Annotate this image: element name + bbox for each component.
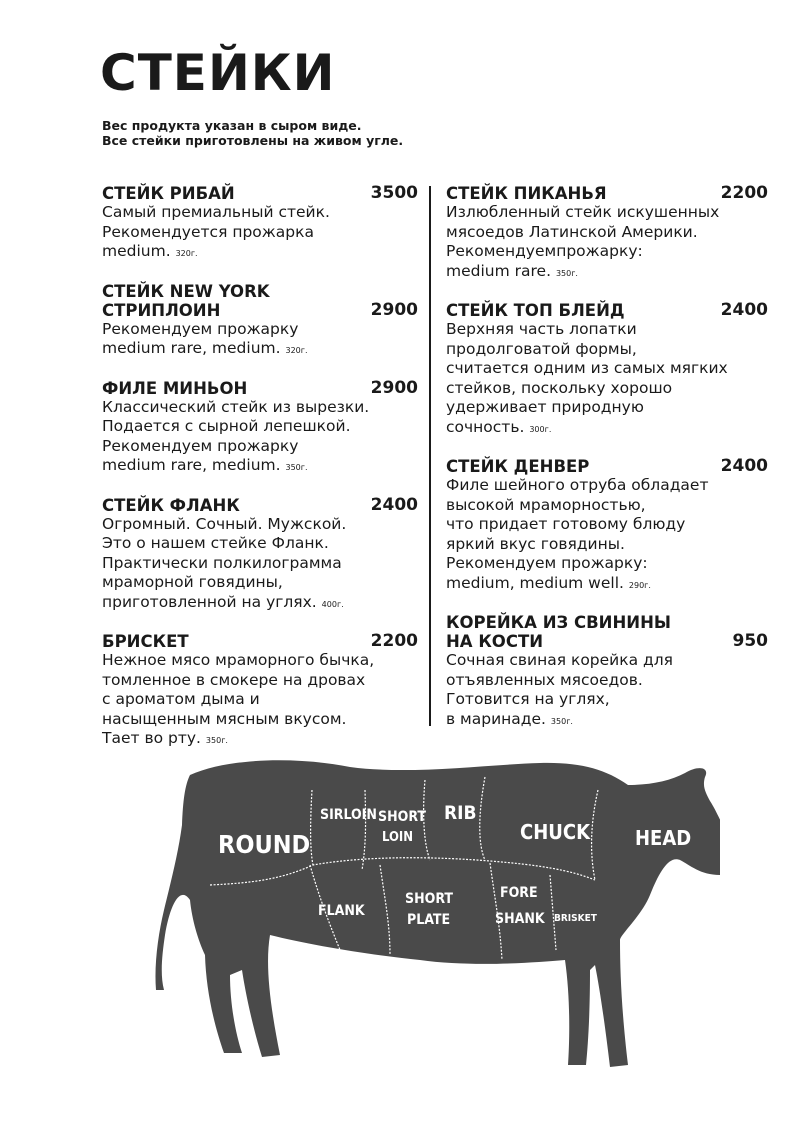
cut-label-brisket: BRISKET (554, 913, 597, 924)
item-description: Рекомендуем прожарку medium rare, medium. (102, 319, 299, 357)
item-weight: 350г. (205, 736, 228, 745)
cut-label-short-plate: SHORT (405, 891, 453, 907)
item-price: 2400 (370, 494, 418, 515)
item-price: 2400 (720, 456, 768, 476)
item-name: КОРЕЙКА ИЗ СВИНИНЫ НА КОСТИ (446, 613, 671, 651)
item-description: Классический стейк из вырезки. Подается с сырной лепешкой. Рекомендуем прожарку medium rare, medium. (102, 397, 370, 474)
item-weight: 350г. (285, 463, 308, 472)
subtitle-line: Все стейки приготовлены на живом угле. (102, 133, 404, 148)
menu-item (446, 457, 768, 595)
menu-item (102, 379, 418, 478)
menu-item (102, 282, 418, 361)
item-name: СТЕЙК ПИКАНЬЯ (446, 184, 607, 203)
beef-cuts-diagram (150, 735, 720, 1115)
item-name: СТЕЙК ТОП БЛЕЙД (446, 301, 625, 320)
cut-label-round: ROUND (218, 830, 311, 859)
item-name: СТЕЙК ФЛАНК (102, 495, 240, 515)
item-description: Верхняя часть лопатки продолговатой формы, считается одним из самых мягких стейков, поскольку хорошо удерживает природную сочность. (446, 320, 728, 436)
column-divider (429, 186, 431, 726)
item-description: Самый премиальный стейк. Рекомендуется прожарка medium. (102, 203, 330, 260)
item-weight: 290г. (628, 580, 651, 590)
item-price: 2200 (370, 631, 418, 651)
item-price: 2400 (720, 300, 768, 320)
item-weight: 350г. (550, 716, 573, 726)
menu-item (102, 632, 418, 751)
item-description: Излюбленный стейк искушенных мясоедов Латинской Америки. Рекомендуемпрожарку: medium rare. (446, 203, 720, 280)
menu-column-left (102, 184, 418, 769)
item-weight: 320г. (175, 249, 198, 258)
cut-label-head: HEAD (635, 826, 692, 850)
menu-item (102, 184, 418, 264)
cut-label-flank: FLANK (318, 903, 365, 919)
menu-column-right (446, 184, 768, 749)
item-weight: 300г. (529, 424, 552, 434)
item-price: 2900 (370, 299, 418, 320)
item-description: Сочная свиная корейка для отъявленных мясоедов. Готовится на углях, в маринаде. (446, 651, 673, 728)
item-price: 950 (732, 631, 768, 651)
menu-item (446, 613, 768, 731)
item-weight: 400г. (321, 599, 344, 609)
item-weight: 350г. (555, 268, 578, 278)
cut-label-short-loin: SHORT (378, 809, 426, 825)
item-price: 2900 (370, 377, 418, 398)
page-title: СТЕЙКИ (100, 44, 336, 102)
item-price: 2200 (720, 183, 768, 203)
item-description: Нежное мясо мраморного бычка, томленное в смокере на дровах с ароматом дыма и насыщенным мясным вкусом. Тает во рту. (102, 651, 375, 747)
cut-label-sirloin: SIRLOIN (320, 807, 377, 823)
item-name: СТЕЙК NEW YORK СТРИПЛОИН (102, 281, 270, 320)
item-price: 3500 (370, 183, 418, 203)
item-name: ФИЛЕ МИНЬОН (102, 378, 248, 398)
cut-label-chuck: CHUCK (520, 820, 591, 844)
item-name: БРИСКЕТ (102, 632, 189, 651)
cut-label-fore-shank: SHANK (495, 911, 545, 927)
item-weight: 320г. (285, 346, 308, 355)
subtitle-line: Вес продукта указан в сыром виде. (102, 118, 362, 133)
item-description: Огромный. Сочный. Мужской. Это о нашем стейке Фланк. Практически полкилограмма мраморной говядины, приготовленной на углях. (102, 514, 347, 611)
cut-label-short-plate: PLATE (407, 912, 451, 928)
cut-label-fore-shank: FORE (500, 885, 538, 901)
menu-item (446, 184, 768, 283)
page-subtitle (102, 118, 403, 148)
item-description: Филе шейного отруба обладает высокой мраморностью, что придает готовому блюду яркий вкус говядины. Рекомендуем прожарку: medium, medium well. (446, 476, 709, 592)
menu-item (446, 301, 768, 439)
item-name: СТЕЙК РИБАЙ (102, 184, 235, 203)
cut-label-short-loin: LOIN (382, 830, 414, 845)
cut-label-rib: RIB (444, 802, 477, 824)
item-name: СТЕЙК ДЕНВЕР (446, 457, 590, 476)
menu-item (102, 496, 418, 615)
